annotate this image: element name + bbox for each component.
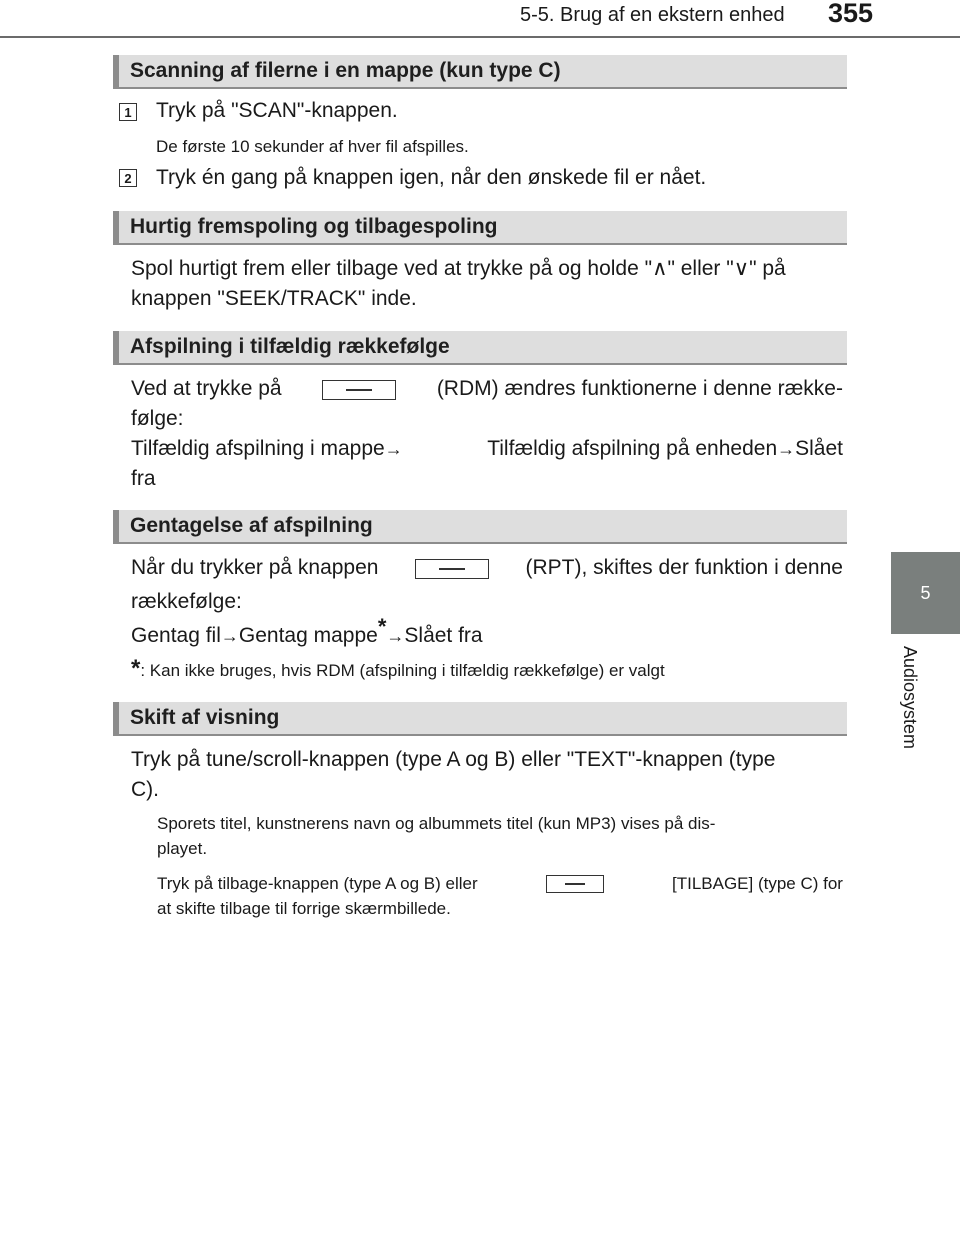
arrow-icon: → <box>777 439 796 459</box>
running-header-title: 5-5. Brug af en ekstern enhed <box>520 4 785 26</box>
display-note-2 <box>157 871 843 921</box>
repeat-sequence <box>131 614 843 651</box>
repeat-footnote <box>131 656 843 683</box>
step-number-2: 2 <box>119 169 137 187</box>
display-note-1-line-2: playet. <box>157 839 208 858</box>
random-paragraph <box>131 374 843 494</box>
repeat-line-1 <box>131 553 843 583</box>
section-heading-text: Hurtig fremspoling og tilbagespoling <box>130 215 498 238</box>
repeat-line-1b: (RPT), skiftes der funktion i denne <box>525 556 843 579</box>
display-note-1-line-1: Sporets titel, kunstnerens navn og albummets titel (kun MP3) vises på dis- <box>157 814 716 833</box>
step-2-text: Tryk én gang på knappen igen, når den ønskede fil er nået. <box>156 166 707 189</box>
rdm-button-icon <box>322 380 396 400</box>
arrow-icon: → <box>384 439 403 459</box>
arrow-icon: → <box>386 626 405 646</box>
display-paragraph <box>131 745 843 805</box>
section-heading-display <box>113 702 847 736</box>
repeat-line-1a: Når du trykker på knappen <box>131 556 379 579</box>
random-line-2: følge: <box>131 407 184 430</box>
section-heading-text: Scanning af filerne i en mappe (kun type C) <box>130 59 561 82</box>
section-heading-text: Gentagelse af afspilning <box>130 514 373 537</box>
footnote-text: : Kan ikke bruges, hvis RDM (afspilning i tilfældig rækkefølge) er valgt <box>140 661 665 680</box>
random-line-1a: Ved at trykke på <box>131 377 282 400</box>
display-line-1: Tryk på tune/scroll-knappen (type A og B) eller "TEXT"-knappen (type <box>131 748 776 771</box>
ffwd-paragraph <box>131 254 843 314</box>
asterisk-mark: * <box>377 614 387 639</box>
repeat-paragraph <box>131 553 843 651</box>
seq-text: Slået <box>795 437 843 460</box>
seq-text: Slået fra <box>404 624 483 647</box>
page-number: 355 <box>828 0 874 28</box>
seq-text: Gentag mappe <box>238 624 378 647</box>
seq-text: Tilfældig afspilning på enheden <box>487 437 778 460</box>
random-seq-1 <box>131 434 403 464</box>
display-note-2b: [TILBAGE] (type C) for <box>671 874 843 893</box>
header-rule <box>0 36 960 38</box>
repeat-line-2: rækkefølge: <box>131 590 242 613</box>
random-line-1 <box>131 374 843 404</box>
random-seq-2 <box>487 434 843 464</box>
display-note-2a: Tryk på tilbage-knappen (type A og B) eller <box>157 874 478 893</box>
footnote-asterisk: * <box>131 655 141 682</box>
chapter-label: Audiosystem <box>900 646 920 750</box>
random-line-1b: (RDM) ændres funktionerne i denne række- <box>436 377 843 400</box>
step-1-text: Tryk på "SCAN"-knappen. <box>156 99 398 122</box>
chapter-tab <box>891 552 960 634</box>
chapter-number: 5 <box>920 582 931 603</box>
ffwd-line-2: knappen "SEEK/TRACK" inde. <box>131 287 417 310</box>
seq-text: Gentag fil <box>131 624 221 647</box>
ffwd-line-1: Spol hurtigt frem eller tilbage ved at trykke på og holde "∧" eller "∨" på <box>131 257 786 280</box>
display-note-2-line-2: at skifte tilbage til forrige skærmbillede. <box>157 899 451 918</box>
step-1-note: De første 10 sekunder af hver fil afspilles. <box>156 137 469 156</box>
section-heading-repeat <box>113 510 847 544</box>
section-heading-ffwd <box>113 211 847 245</box>
back-button-icon <box>546 875 604 893</box>
section-heading-text: Skift af visning <box>130 706 280 729</box>
seq-text: Tilfældig afspilning i mappe <box>131 437 385 460</box>
random-line-4: fra <box>131 467 156 490</box>
section-heading-scan <box>113 55 847 89</box>
section-heading-random <box>113 331 847 365</box>
rpt-button-icon <box>415 559 489 579</box>
section-heading-text: Afspilning i tilfældig rækkefølge <box>130 335 450 358</box>
step-number-1: 1 <box>119 103 137 121</box>
random-sequence <box>131 434 843 464</box>
display-line-2: C). <box>131 778 159 801</box>
display-note-1 <box>157 811 843 861</box>
arrow-icon: → <box>220 626 239 646</box>
display-note-2-line-1 <box>157 871 843 896</box>
